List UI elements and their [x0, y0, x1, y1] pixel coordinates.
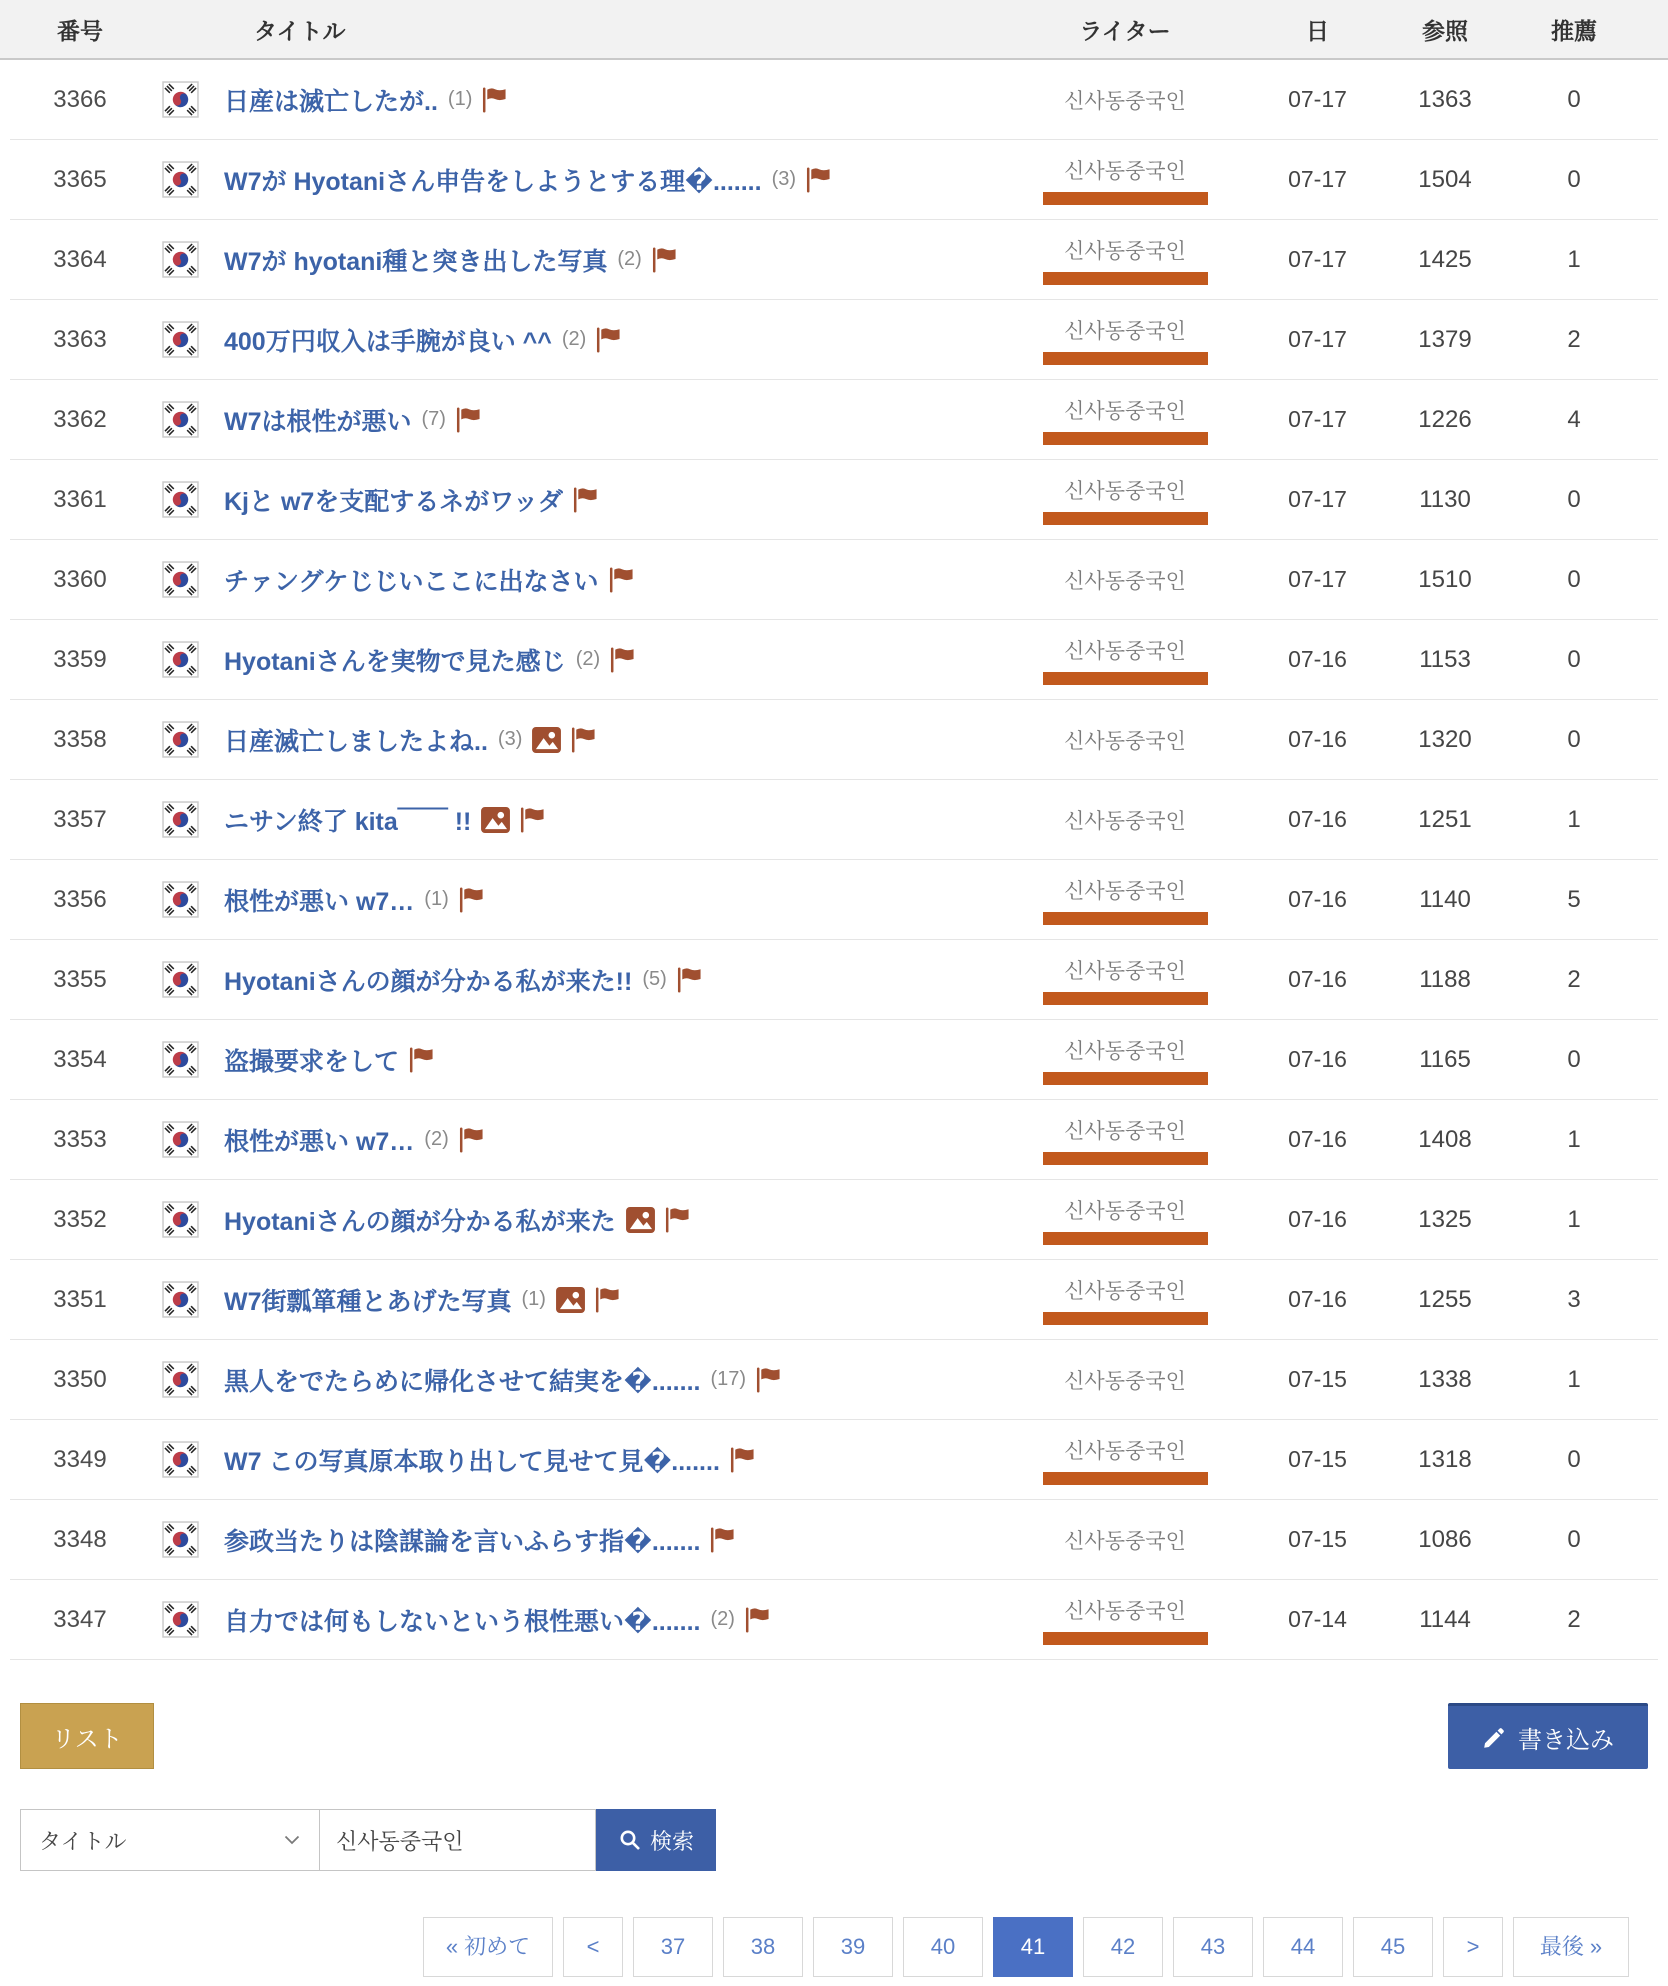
writer-name[interactable]: 신사동중국인 [1064, 479, 1186, 503]
post-date: 07-16 [1288, 726, 1347, 752]
pencil-icon [1482, 1726, 1506, 1750]
pagination-prev[interactable]: < [563, 1917, 623, 1977]
writer-name[interactable]: 신사동중국인 [1064, 1199, 1186, 1223]
image-icon [556, 1287, 585, 1313]
post-date: 07-17 [1288, 406, 1347, 432]
writer-highlight-bar [1043, 1312, 1208, 1325]
write-button[interactable] [1448, 1703, 1648, 1769]
korean-flag-icon [162, 1601, 199, 1638]
korean-flag-icon [162, 401, 199, 438]
post-number: 3349 [53, 1445, 107, 1473]
korean-flag-icon [162, 641, 199, 678]
post-date: 07-16 [1288, 1206, 1347, 1232]
table-row [10, 1260, 1658, 1340]
korean-flag-icon [162, 1441, 199, 1478]
header-date: 日 [1306, 17, 1329, 44]
pagination-first[interactable]: « 初めて [423, 1917, 553, 1977]
post-number: 3355 [53, 965, 107, 993]
post-number: 3365 [53, 165, 107, 193]
post-number: 3351 [53, 1285, 107, 1313]
search-input[interactable] [320, 1809, 596, 1871]
comment-count: (5) [642, 968, 667, 990]
post-title-link[interactable]: Hyotaniさんの顔が分かる私が来た!! [224, 967, 633, 996]
chevron-down-icon [283, 1834, 301, 1846]
table-row [10, 380, 1658, 460]
post-number: 3352 [53, 1205, 107, 1233]
post-title-link[interactable]: 自力では何もしないという根性悪い�....... [224, 1607, 701, 1636]
report-flag-icon [745, 1606, 770, 1634]
image-icon [481, 807, 510, 833]
comment-count: (2) [561, 328, 587, 350]
view-count: 1325 [1418, 1205, 1472, 1233]
post-number: 3358 [53, 725, 107, 753]
comment-count: (2) [710, 1608, 735, 1630]
writer-name[interactable]: 신사동중국인 [1064, 399, 1186, 423]
post-date: 07-17 [1288, 246, 1347, 272]
post-title-link[interactable]: 400万円収入は手腕が良い ^^ [224, 327, 552, 356]
korean-flag-icon [162, 961, 199, 998]
post-number: 3366 [53, 85, 107, 113]
report-flag-icon [459, 1126, 484, 1154]
post-title-link[interactable]: Hyotaniさんの顔が分かる私が来た [224, 1207, 616, 1236]
post-title-link[interactable]: 日産は滅亡したが.. [224, 87, 438, 116]
report-flag-icon [409, 1046, 434, 1074]
korean-flag-icon [162, 721, 199, 758]
view-count: 1255 [1418, 1285, 1472, 1313]
report-flag-icon [756, 1366, 781, 1394]
table-row [10, 860, 1658, 940]
table-row [10, 60, 1658, 140]
pagination-page-43[interactable]: 43 [1173, 1917, 1253, 1977]
view-count: 1320 [1418, 725, 1472, 753]
header-writer: ライター [1079, 17, 1171, 44]
table-row [10, 1340, 1658, 1420]
post-number: 3347 [53, 1605, 107, 1633]
recommend-count: 1 [1567, 1365, 1581, 1393]
writer-highlight-bar [1043, 1232, 1208, 1245]
post-date: 07-15 [1288, 1446, 1347, 1472]
writer-highlight-bar [1043, 672, 1208, 685]
report-flag-icon [609, 566, 634, 594]
writer-name[interactable]: 신사동중국인 [1064, 1439, 1186, 1463]
report-flag-icon [730, 1446, 755, 1474]
post-date: 07-16 [1288, 886, 1347, 912]
post-date: 07-16 [1288, 966, 1347, 992]
pagination-last[interactable]: 最後 » [1513, 1917, 1629, 1977]
post-date: 07-16 [1288, 1286, 1347, 1312]
korean-flag-icon [162, 1041, 199, 1078]
writer-name[interactable]: 신사동중국인 [1064, 89, 1186, 113]
view-count: 1425 [1418, 245, 1472, 273]
korean-flag-icon [162, 241, 199, 278]
search-icon [618, 1828, 642, 1852]
recommend-count: 0 [1567, 645, 1581, 673]
writer-highlight-bar [1043, 512, 1208, 525]
table-row [10, 620, 1658, 700]
post-number: 3356 [53, 885, 107, 913]
comment-count: (3) [771, 168, 797, 190]
writer-highlight-bar [1043, 272, 1208, 285]
recommend-count: 3 [1567, 1285, 1581, 1313]
comment-count: (2) [575, 648, 601, 670]
post-date: 07-17 [1288, 486, 1347, 512]
action-bar [20, 1703, 1648, 1769]
post-number: 3361 [53, 485, 107, 513]
recommend-count: 0 [1567, 165, 1581, 193]
post-date: 07-17 [1288, 166, 1347, 192]
pagination-page-38[interactable]: 38 [723, 1917, 803, 1977]
post-number: 3360 [53, 565, 107, 593]
writer-highlight-bar [1043, 432, 1208, 445]
writer-name[interactable]: 신사동중국인 [1064, 1119, 1186, 1143]
report-flag-icon [573, 486, 598, 514]
pagination-page-42[interactable]: 42 [1083, 1917, 1163, 1977]
view-count: 1338 [1418, 1365, 1472, 1393]
recommend-count: 1 [1567, 1125, 1581, 1153]
view-count: 1153 [1419, 645, 1471, 673]
write-button-label: 書き込み [1518, 1727, 1614, 1754]
post-date: 07-17 [1288, 86, 1347, 112]
post-date: 07-17 [1288, 326, 1347, 352]
post-number: 3357 [53, 805, 107, 833]
writer-highlight-bar [1043, 1152, 1208, 1165]
view-count: 1408 [1418, 1125, 1472, 1153]
header-title: タイトル [254, 17, 346, 44]
post-number: 3354 [53, 1045, 107, 1073]
recommend-count: 2 [1567, 965, 1581, 993]
view-count: 1140 [1419, 885, 1471, 913]
post-date: 07-15 [1288, 1366, 1347, 1392]
korean-flag-icon [162, 1281, 199, 1318]
writer-name[interactable]: 신사동중국인 [1064, 569, 1186, 593]
comment-count: (17) [710, 1368, 747, 1390]
post-title-link[interactable]: チァングケじじいここに出なさい [224, 567, 599, 596]
writer-name[interactable]: 신사동중국인 [1064, 1599, 1186, 1623]
recommend-count: 0 [1567, 85, 1581, 113]
view-count: 1130 [1419, 485, 1471, 513]
post-number: 3364 [53, 245, 107, 273]
post-number: 3363 [53, 325, 107, 353]
pagination-page-45[interactable]: 45 [1353, 1917, 1433, 1977]
report-flag-icon [806, 166, 831, 194]
post-title-link[interactable]: 日産滅亡しましたよね.. [224, 727, 488, 756]
report-flag-icon [677, 966, 702, 994]
recommend-count: 0 [1567, 1525, 1581, 1553]
korean-flag-icon [162, 1201, 199, 1238]
post-number: 3353 [53, 1125, 107, 1153]
header-views: 参照 [1422, 17, 1468, 44]
recommend-count: 2 [1567, 325, 1581, 353]
header-number: 番号 [57, 17, 103, 44]
post-number: 3359 [53, 645, 107, 673]
table-row [10, 1500, 1658, 1580]
comment-count: (3) [497, 728, 523, 750]
view-count: 1165 [1419, 1045, 1471, 1073]
writer-name[interactable]: 신사동중국인 [1064, 729, 1186, 753]
search-button[interactable] [596, 1809, 716, 1871]
post-title-link[interactable]: 黒人をでたらめに帰化させて結実を�....... [224, 1367, 701, 1396]
view-count: 1086 [1418, 1525, 1472, 1553]
pagination-page-40[interactable]: 40 [903, 1917, 983, 1977]
table-row [10, 140, 1658, 220]
recommend-count: 4 [1567, 405, 1581, 433]
view-count: 1363 [1418, 85, 1472, 113]
report-flag-icon [571, 726, 596, 754]
post-title-link[interactable]: Kjと w7を支配するネがワッダ [224, 487, 564, 516]
recommend-count: 1 [1567, 805, 1581, 833]
pagination-page-41[interactable]: 41 [993, 1917, 1073, 1977]
view-count: 1318 [1418, 1445, 1472, 1473]
table-row [10, 940, 1658, 1020]
post-title-link[interactable]: Hyotaniさんを実物で見た感じ [224, 647, 566, 676]
recommend-count: 0 [1567, 1445, 1581, 1473]
writer-name[interactable]: 신사동중국인 [1064, 639, 1186, 663]
table-row [10, 1100, 1658, 1180]
post-title-link[interactable]: 根性が悪い w7… [224, 887, 415, 916]
post-number: 3362 [53, 405, 107, 433]
pagination [423, 1917, 1658, 1977]
writer-name[interactable]: 신사동중국인 [1064, 1279, 1186, 1303]
post-date: 07-16 [1288, 806, 1347, 832]
pagination-next[interactable]: > [1443, 1917, 1503, 1977]
search-button-label: 検索 [649, 1828, 694, 1854]
writer-highlight-bar [1043, 192, 1208, 205]
writer-name[interactable]: 신사동중국인 [1064, 239, 1186, 263]
korean-flag-icon [162, 1361, 199, 1398]
list-button[interactable]: リスト [20, 1703, 154, 1769]
image-icon [532, 727, 561, 753]
pagination-page-37[interactable]: 37 [633, 1917, 713, 1977]
korean-flag-icon [162, 561, 199, 598]
table-row [10, 1180, 1658, 1260]
korean-flag-icon [162, 881, 199, 918]
table-row [10, 1580, 1658, 1660]
recommend-count: 5 [1567, 885, 1581, 913]
image-icon [626, 1207, 655, 1233]
writer-highlight-bar [1043, 912, 1208, 925]
post-date: 07-17 [1288, 566, 1347, 592]
korean-flag-icon [162, 1521, 199, 1558]
writer-name[interactable]: 신사동중국인 [1064, 959, 1186, 983]
table-row [10, 700, 1658, 780]
writer-highlight-bar [1043, 1472, 1208, 1485]
report-flag-icon [596, 326, 621, 354]
post-title-link[interactable]: 根性が悪い w7… [224, 1127, 415, 1156]
view-count: 1251 [1418, 805, 1472, 833]
header-recommend: 推薦 [1551, 17, 1597, 44]
report-flag-icon [710, 1526, 735, 1554]
recommend-count: 1 [1567, 245, 1581, 273]
recommend-count: 0 [1567, 565, 1581, 593]
view-count: 1188 [1419, 965, 1471, 993]
table-header [0, 0, 1668, 60]
report-flag-icon [459, 886, 484, 914]
table-row [10, 220, 1658, 300]
table-row [10, 1420, 1658, 1500]
writer-name[interactable]: 신사동중국인 [1064, 1529, 1186, 1553]
view-count: 1144 [1419, 1605, 1471, 1633]
report-flag-icon [520, 806, 545, 834]
view-count: 1379 [1418, 325, 1472, 353]
korean-flag-icon [162, 321, 199, 358]
writer-name[interactable]: 신사동중국인 [1064, 1039, 1186, 1063]
comment-count: (2) [424, 1128, 449, 1150]
post-title-link[interactable]: W7が hyotani種と突き出した写真 [224, 247, 608, 276]
writer-highlight-bar [1043, 352, 1208, 365]
recommend-count: 1 [1567, 1205, 1581, 1233]
table-row [10, 300, 1658, 380]
search-category-value: タイトル [39, 1828, 127, 1854]
comment-count: (1) [424, 888, 449, 910]
table-row [10, 1020, 1658, 1100]
post-list [10, 60, 1658, 1660]
comment-count: (7) [421, 408, 446, 430]
writer-name[interactable]: 신사동중국인 [1064, 879, 1186, 903]
post-title-link[interactable]: W7 この写真原本取り出して見せて見�....... [224, 1447, 720, 1476]
post-number: 3350 [53, 1365, 107, 1393]
recommend-count: 2 [1567, 1605, 1581, 1633]
report-flag-icon [482, 86, 507, 114]
view-count: 1510 [1418, 565, 1472, 593]
report-flag-icon [665, 1206, 690, 1234]
report-flag-icon [610, 646, 635, 674]
view-count: 1226 [1418, 405, 1472, 433]
comment-count: (1) [447, 88, 473, 110]
post-date: 07-16 [1288, 1126, 1347, 1152]
report-flag-icon [456, 406, 481, 434]
writer-name[interactable]: 신사동중국인 [1064, 319, 1186, 343]
writer-highlight-bar [1043, 1072, 1208, 1085]
korean-flag-icon [162, 801, 199, 838]
writer-name[interactable]: 신사동중국인 [1064, 1369, 1186, 1393]
search-bar [20, 1809, 1648, 1871]
post-number: 3348 [53, 1525, 107, 1553]
writer-name[interactable]: 신사동중국인 [1064, 159, 1186, 183]
table-row [10, 540, 1658, 620]
report-flag-icon [652, 246, 677, 274]
table-row [10, 460, 1658, 540]
recommend-count: 0 [1567, 725, 1581, 753]
korean-flag-icon [162, 161, 199, 198]
view-count: 1504 [1418, 165, 1472, 193]
recommend-count: 0 [1567, 1045, 1581, 1073]
post-date: 07-16 [1288, 1046, 1347, 1072]
pagination-page-39[interactable]: 39 [813, 1917, 893, 1977]
post-title-link[interactable]: W7が Hyotaniさん申告をしようとする理�....... [224, 167, 762, 196]
korean-flag-icon [162, 1121, 199, 1158]
post-title-link[interactable]: ニサン終了 kita￣￣ !! [224, 807, 472, 836]
recommend-count: 0 [1567, 485, 1581, 513]
post-title-link[interactable]: W7は根性が悪い [224, 407, 412, 436]
search-category-select[interactable] [20, 1809, 320, 1871]
post-date: 07-16 [1288, 646, 1347, 672]
writer-name[interactable]: 신사동중국인 [1064, 809, 1186, 833]
korean-flag-icon [162, 481, 199, 518]
table-row [10, 780, 1658, 860]
post-title-link[interactable]: W7街瓢箪種とあげた写真 [224, 1287, 512, 1316]
writer-highlight-bar [1043, 1632, 1208, 1645]
post-date: 07-15 [1288, 1526, 1347, 1552]
writer-highlight-bar [1043, 992, 1208, 1005]
report-flag-icon [595, 1286, 620, 1314]
post-title-link[interactable]: 盗撮要求をして [224, 1047, 400, 1076]
pagination-page-44[interactable]: 44 [1263, 1917, 1343, 1977]
korean-flag-icon [162, 81, 199, 118]
comment-count: (2) [617, 248, 642, 270]
comment-count: (1) [521, 1288, 546, 1310]
post-title-link[interactable]: 参政当たりは陰謀論を言いふらす指�....... [224, 1527, 701, 1556]
post-date: 07-14 [1288, 1606, 1347, 1632]
